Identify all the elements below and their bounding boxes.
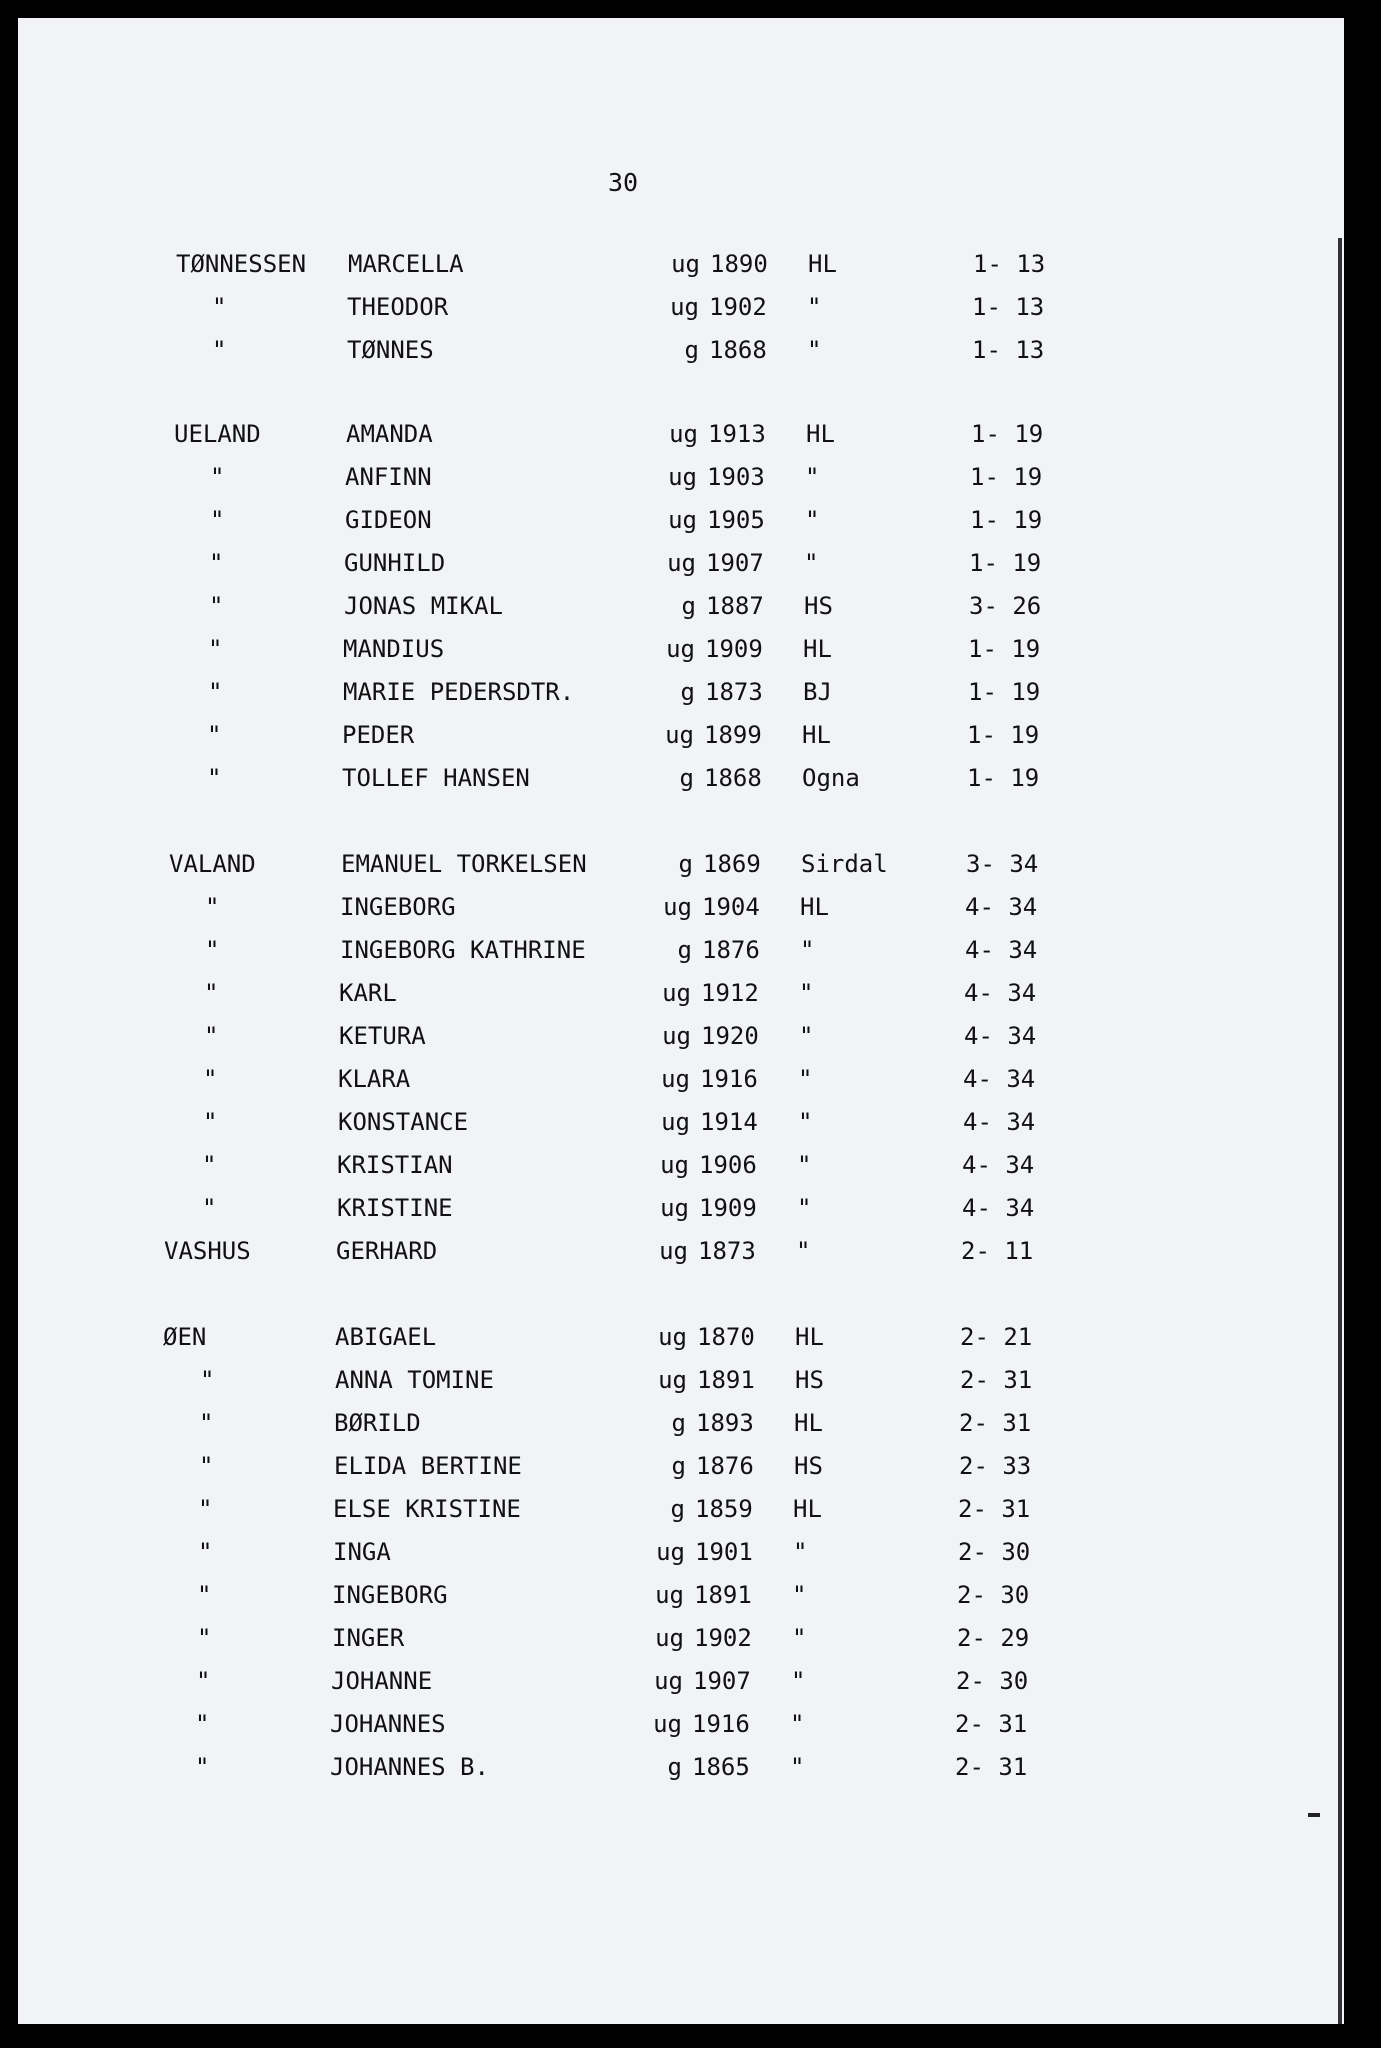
table-row	[18, 592, 1344, 624]
table-row	[18, 764, 1344, 796]
given-name-cell: JONAS MIKAL	[344, 592, 503, 620]
place-cell: BJ	[803, 678, 832, 706]
table-row	[18, 1624, 1344, 1656]
year-cell: 1891	[694, 1581, 752, 1609]
given-name-cell: MARCELLA	[348, 250, 464, 278]
given-name-cell: KLARA	[338, 1065, 411, 1093]
table-row	[18, 1667, 1344, 1699]
reference-cell: 4- 34	[964, 979, 1037, 1007]
given-name-cell: KRISTIAN	[337, 1151, 453, 1179]
given-name-cell: ANNA TOMINE	[335, 1366, 494, 1394]
status-cell: ug	[655, 1581, 684, 1609]
surname-cell: "	[207, 721, 222, 749]
status-cell: g	[677, 936, 692, 964]
surname-cell: VASHUS	[164, 1237, 251, 1265]
place-cell: HS	[804, 592, 833, 620]
given-name-cell: ANFINN	[345, 463, 432, 491]
year-cell: 1873	[705, 678, 763, 706]
reference-cell: 2- 31	[960, 1366, 1033, 1394]
place-cell: "	[797, 1151, 812, 1179]
given-name-cell: INGA	[333, 1538, 391, 1566]
year-cell: 1912	[701, 979, 759, 1007]
year-cell: 1870	[697, 1323, 755, 1351]
status-cell: ug	[660, 1194, 689, 1222]
reference-cell: 1- 13	[973, 250, 1046, 278]
year-cell: 1913	[708, 420, 766, 448]
table-row	[18, 1151, 1344, 1183]
reference-cell: 3- 34	[966, 850, 1039, 878]
surname-cell: UELAND	[174, 420, 261, 448]
document-page	[18, 18, 1344, 2024]
surname-cell: "	[197, 1624, 212, 1652]
status-cell: ug	[669, 420, 698, 448]
place-cell: HL	[800, 893, 829, 921]
year-cell: 1904	[702, 893, 760, 921]
given-name-cell: ELIDA BERTINE	[334, 1452, 522, 1480]
year-cell: 1905	[707, 506, 765, 534]
year-cell: 1914	[700, 1108, 758, 1136]
status-cell: ug	[661, 1108, 690, 1136]
year-cell: 1891	[697, 1366, 755, 1394]
place-cell: HL	[808, 250, 837, 278]
place-cell: HL	[806, 420, 835, 448]
table-row	[18, 463, 1344, 495]
table-row	[18, 1108, 1344, 1140]
year-cell: 1901	[695, 1538, 753, 1566]
status-cell: g	[667, 1753, 682, 1781]
given-name-cell: TOLLEF HANSEN	[342, 764, 530, 792]
year-cell: 1909	[699, 1194, 757, 1222]
given-name-cell: JOHANNES	[330, 1710, 446, 1738]
table-row	[18, 1538, 1344, 1570]
table-row	[18, 1710, 1344, 1742]
page-number: 30	[608, 168, 639, 197]
place-cell: "	[798, 1065, 813, 1093]
place-cell: "	[791, 1667, 806, 1695]
table-row	[18, 893, 1344, 925]
table-row	[18, 678, 1344, 710]
surname-cell: "	[198, 1538, 213, 1566]
given-name-cell: ELSE KRISTINE	[333, 1495, 521, 1523]
given-name-cell: JOHANNE	[331, 1667, 433, 1695]
surname-cell: "	[208, 678, 223, 706]
status-cell: g	[681, 592, 696, 620]
place-cell: "	[797, 1194, 812, 1222]
surname-cell: "	[197, 1581, 212, 1609]
table-row	[18, 1581, 1344, 1613]
given-name-cell: INGEBORG KATHRINE	[340, 936, 586, 964]
table-row	[18, 1452, 1344, 1484]
year-cell: 1907	[706, 549, 764, 577]
status-cell: ug	[655, 1624, 684, 1652]
place-cell: "	[798, 1108, 813, 1136]
place-cell: "	[792, 1624, 807, 1652]
surname-cell: "	[207, 764, 222, 792]
table-row	[18, 1323, 1344, 1355]
status-cell: ug	[670, 293, 699, 321]
reference-cell: 4- 34	[962, 1194, 1035, 1222]
reference-cell: 1- 13	[972, 336, 1045, 364]
given-name-cell: THEODOR	[347, 293, 449, 321]
reference-cell: 4- 34	[963, 1108, 1036, 1136]
given-name-cell: GERHARD	[336, 1237, 438, 1265]
status-cell: g	[684, 336, 699, 364]
reference-cell: 1- 19	[970, 506, 1043, 534]
place-cell: "	[793, 1538, 808, 1566]
table-row	[18, 635, 1344, 667]
given-name-cell: MARIE PEDERSDTR.	[343, 678, 575, 706]
scan-edge-mark	[1308, 1813, 1320, 1817]
given-name-cell: KRISTINE	[337, 1194, 453, 1222]
table-row	[18, 549, 1344, 581]
surname-cell: VALAND	[169, 850, 256, 878]
status-cell: ug	[668, 506, 697, 534]
surname-cell: "	[204, 1022, 219, 1050]
year-cell: 1916	[692, 1710, 750, 1738]
reference-cell: 2- 21	[960, 1323, 1033, 1351]
reference-cell: 4- 34	[962, 1151, 1035, 1179]
surname-cell: "	[212, 336, 227, 364]
year-cell: 1920	[701, 1022, 759, 1050]
place-cell: "	[799, 979, 814, 1007]
place-cell: "	[805, 506, 820, 534]
surname-cell: TØNNESSEN	[176, 250, 307, 278]
given-name-cell: JOHANNES B.	[330, 1753, 489, 1781]
reference-cell: 1- 13	[972, 293, 1045, 321]
reference-cell: 4- 34	[965, 936, 1038, 964]
surname-cell: "	[199, 1452, 214, 1480]
reference-cell: 2- 29	[957, 1624, 1030, 1652]
table-row	[18, 293, 1344, 325]
reference-cell: 1- 19	[971, 420, 1044, 448]
place-cell: "	[800, 936, 815, 964]
status-cell: ug	[667, 549, 696, 577]
year-cell: 1906	[699, 1151, 757, 1179]
place-cell: HS	[795, 1366, 824, 1394]
reference-cell: 4- 34	[965, 893, 1038, 921]
year-cell: 1902	[694, 1624, 752, 1652]
place-cell: HL	[795, 1323, 824, 1351]
year-cell: 1876	[702, 936, 760, 964]
reference-cell: 2- 33	[959, 1452, 1032, 1480]
status-cell: ug	[661, 1065, 690, 1093]
surname-cell: "	[203, 1108, 218, 1136]
place-cell: "	[804, 549, 819, 577]
reference-cell: 2- 30	[958, 1538, 1031, 1566]
place-cell: "	[790, 1710, 805, 1738]
status-cell: ug	[666, 635, 695, 663]
reference-cell: 4- 34	[963, 1065, 1036, 1093]
status-cell: ug	[654, 1667, 683, 1695]
place-cell: "	[790, 1753, 805, 1781]
reference-cell: 2- 31	[958, 1495, 1031, 1523]
given-name-cell: ABIGAEL	[335, 1323, 437, 1351]
year-cell: 1873	[698, 1237, 756, 1265]
surname-cell: "	[204, 979, 219, 1007]
status-cell: ug	[665, 721, 694, 749]
surname-cell: "	[195, 1753, 210, 1781]
place-cell: "	[799, 1022, 814, 1050]
reference-cell: 1- 19	[968, 678, 1041, 706]
place-cell: "	[796, 1237, 811, 1265]
surname-cell: "	[195, 1710, 210, 1738]
year-cell: 1876	[696, 1452, 754, 1480]
year-cell: 1902	[709, 293, 767, 321]
given-name-cell: MANDIUS	[343, 635, 445, 663]
surname-cell: "	[212, 293, 227, 321]
place-cell: HL	[802, 721, 831, 749]
status-cell: g	[679, 764, 694, 792]
place-cell: Sirdal	[801, 850, 888, 878]
surname-cell: "	[199, 1409, 214, 1437]
reference-cell: 1- 19	[967, 721, 1040, 749]
given-name-cell: KETURA	[339, 1022, 426, 1050]
surname-cell: "	[208, 635, 223, 663]
table-row	[18, 506, 1344, 538]
status-cell: ug	[658, 1366, 687, 1394]
reference-cell: 2- 30	[956, 1667, 1029, 1695]
given-name-cell: GIDEON	[345, 506, 432, 534]
place-cell: HL	[794, 1409, 823, 1437]
table-row	[18, 1065, 1344, 1097]
place-cell: "	[807, 293, 822, 321]
given-name-cell: EMANUEL TORKELSEN	[341, 850, 587, 878]
table-row	[18, 979, 1344, 1011]
surname-cell: "	[198, 1495, 213, 1523]
given-name-cell: INGER	[332, 1624, 405, 1652]
given-name-cell: KARL	[339, 979, 397, 1007]
table-row	[18, 1194, 1344, 1226]
year-cell: 1890	[710, 250, 768, 278]
table-row	[18, 850, 1344, 882]
year-cell: 1868	[709, 336, 767, 364]
table-row	[18, 336, 1344, 368]
table-row	[18, 250, 1344, 282]
status-cell: ug	[659, 1237, 688, 1265]
given-name-cell: INGEBORG	[340, 893, 456, 921]
table-row	[18, 936, 1344, 968]
place-cell: "	[805, 463, 820, 491]
surname-cell: "	[210, 506, 225, 534]
year-cell: 1909	[705, 635, 763, 663]
reference-cell: 1- 19	[970, 463, 1043, 491]
surname-cell: "	[209, 549, 224, 577]
status-cell: ug	[671, 250, 700, 278]
given-name-cell: BØRILD	[334, 1409, 421, 1437]
table-row	[18, 1022, 1344, 1054]
status-cell: g	[671, 1452, 686, 1480]
reference-cell: 2- 11	[961, 1237, 1034, 1265]
year-cell: 1893	[696, 1409, 754, 1437]
given-name-cell: TØNNES	[347, 336, 434, 364]
place-cell: "	[807, 336, 822, 364]
table-row	[18, 721, 1344, 753]
table-row	[18, 1409, 1344, 1441]
place-cell: HL	[803, 635, 832, 663]
status-cell: ug	[668, 463, 697, 491]
place-cell: HL	[793, 1495, 822, 1523]
status-cell: ug	[660, 1151, 689, 1179]
table-row	[18, 1237, 1344, 1269]
surname-cell: "	[196, 1667, 211, 1695]
surname-cell: "	[205, 893, 220, 921]
reference-cell: 2- 30	[957, 1581, 1030, 1609]
reference-cell: 3- 26	[969, 592, 1042, 620]
status-cell: g	[671, 1409, 686, 1437]
surname-cell: "	[202, 1194, 217, 1222]
reference-cell: 2- 31	[955, 1710, 1028, 1738]
table-row	[18, 1366, 1344, 1398]
reference-cell: 2- 31	[955, 1753, 1028, 1781]
reference-cell: 4- 34	[964, 1022, 1037, 1050]
reference-cell: 1- 19	[969, 549, 1042, 577]
surname-cell: "	[209, 592, 224, 620]
status-cell: ug	[656, 1538, 685, 1566]
surname-cell: "	[202, 1151, 217, 1179]
status-cell: ug	[663, 893, 692, 921]
year-cell: 1903	[707, 463, 765, 491]
surname-cell: ØEN	[163, 1323, 207, 1351]
status-cell: ug	[658, 1323, 687, 1351]
surname-cell: "	[200, 1366, 215, 1394]
given-name-cell: GUNHILD	[344, 549, 446, 577]
year-cell: 1869	[703, 850, 761, 878]
status-cell: ug	[653, 1710, 682, 1738]
given-name-cell: PEDER	[342, 721, 415, 749]
status-cell: g	[670, 1495, 685, 1523]
reference-cell: 1- 19	[967, 764, 1040, 792]
year-cell: 1887	[706, 592, 764, 620]
year-cell: 1907	[693, 1667, 751, 1695]
reference-cell: 1- 19	[968, 635, 1041, 663]
year-cell: 1916	[700, 1065, 758, 1093]
status-cell: g	[680, 678, 695, 706]
year-cell: 1865	[692, 1753, 750, 1781]
given-name-cell: INGEBORG	[332, 1581, 448, 1609]
status-cell: g	[678, 850, 693, 878]
reference-cell: 2- 31	[959, 1409, 1032, 1437]
table-row	[18, 420, 1344, 452]
year-cell: 1859	[695, 1495, 753, 1523]
place-cell: HS	[794, 1452, 823, 1480]
surname-cell: "	[203, 1065, 218, 1093]
year-cell: 1868	[704, 764, 762, 792]
given-name-cell: KONSTANCE	[338, 1108, 469, 1136]
surname-cell: "	[205, 936, 220, 964]
status-cell: ug	[662, 1022, 691, 1050]
table-row	[18, 1495, 1344, 1527]
year-cell: 1899	[704, 721, 762, 749]
surname-cell: "	[210, 463, 225, 491]
given-name-cell: AMANDA	[346, 420, 433, 448]
place-cell: "	[792, 1581, 807, 1609]
place-cell: Ogna	[802, 764, 860, 792]
table-row	[18, 1753, 1344, 1785]
status-cell: ug	[662, 979, 691, 1007]
